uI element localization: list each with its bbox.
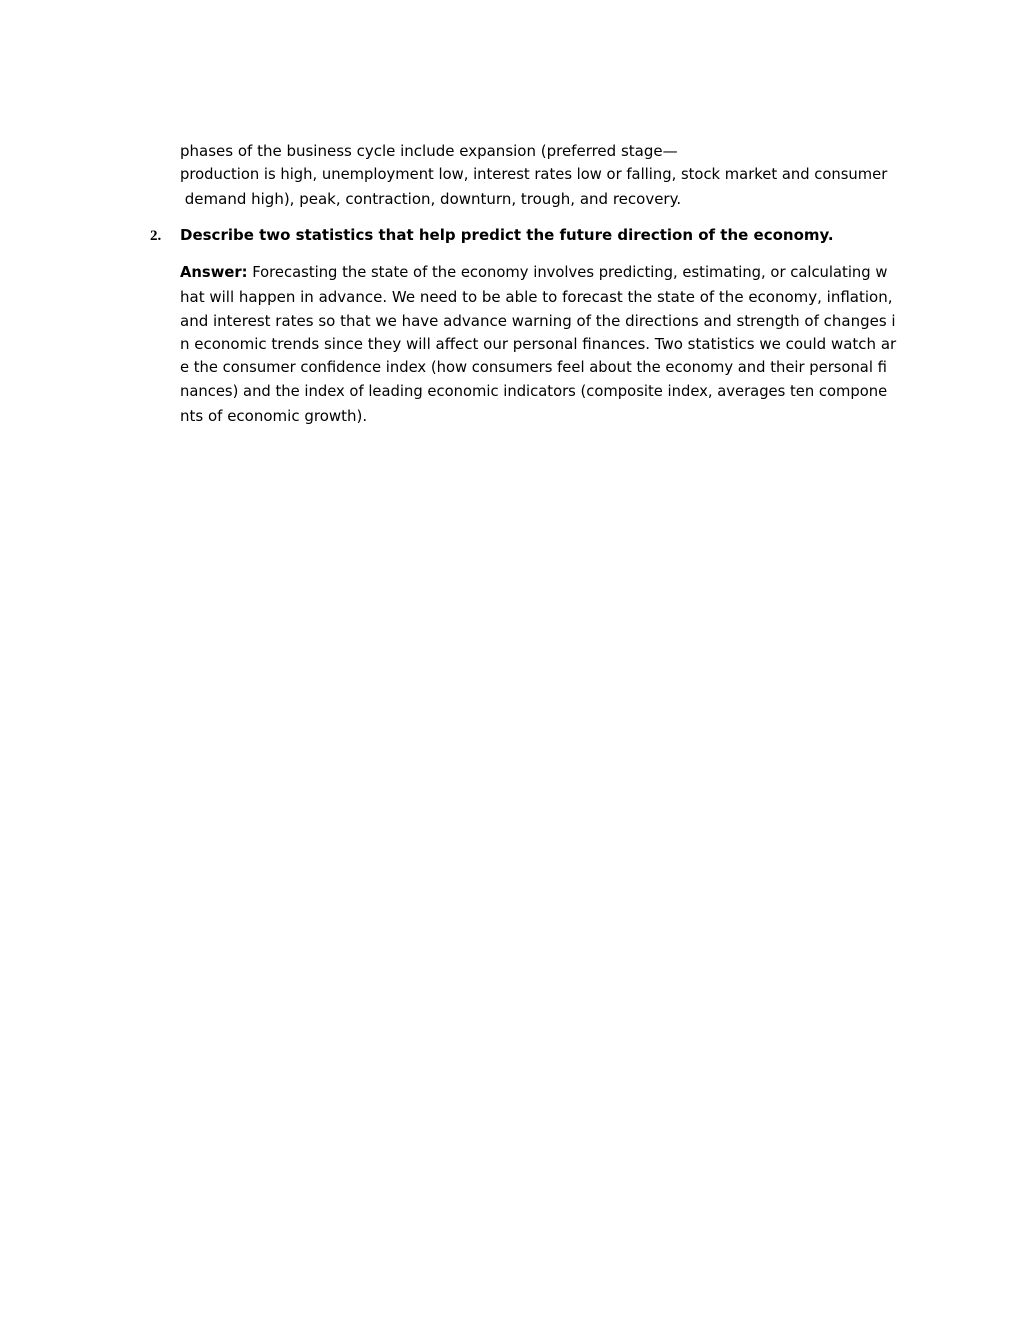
- answer-line-5: e the consumer confidence index (how consumers feel about the economy and their personal fi: [180, 359, 887, 376]
- question-text: Describe two statistics that help predict the future direction of the economy.: [180, 226, 834, 244]
- question-number: 2.: [150, 228, 162, 244]
- continuation-line-1: phases of the business cycle include expansion (preferred stage—: [180, 142, 678, 160]
- continuation-line-3: demand high), peak, contraction, downturn, trough, and recovery.: [180, 190, 682, 208]
- continuation-line-2: production is high, unemployment low, interest rates low or falling, stock market and consumer: [180, 166, 888, 183]
- answer-line-1: [180, 261, 887, 285]
- answer-line-6: nances) and the index of leading economic indicators (composite index, averages ten compone: [180, 383, 888, 400]
- answer-label: Answer:: [180, 264, 248, 281]
- answer-text-1: Forecasting the state of the economy involves predicting, estimating, or calculating w: [247, 264, 888, 281]
- answer-line-7: nts of economic growth).: [180, 407, 368, 425]
- answer-line-4: n economic trends since they will affect our personal finances. Two statistics we could watch ar: [180, 335, 897, 353]
- answer-line-2: hat will happen in advance. We need to be able to forecast the state of the economy, inflation,: [180, 288, 893, 306]
- answer-line-3: and interest rates so that we have advance warning of the directions and strength of changes i: [180, 312, 896, 330]
